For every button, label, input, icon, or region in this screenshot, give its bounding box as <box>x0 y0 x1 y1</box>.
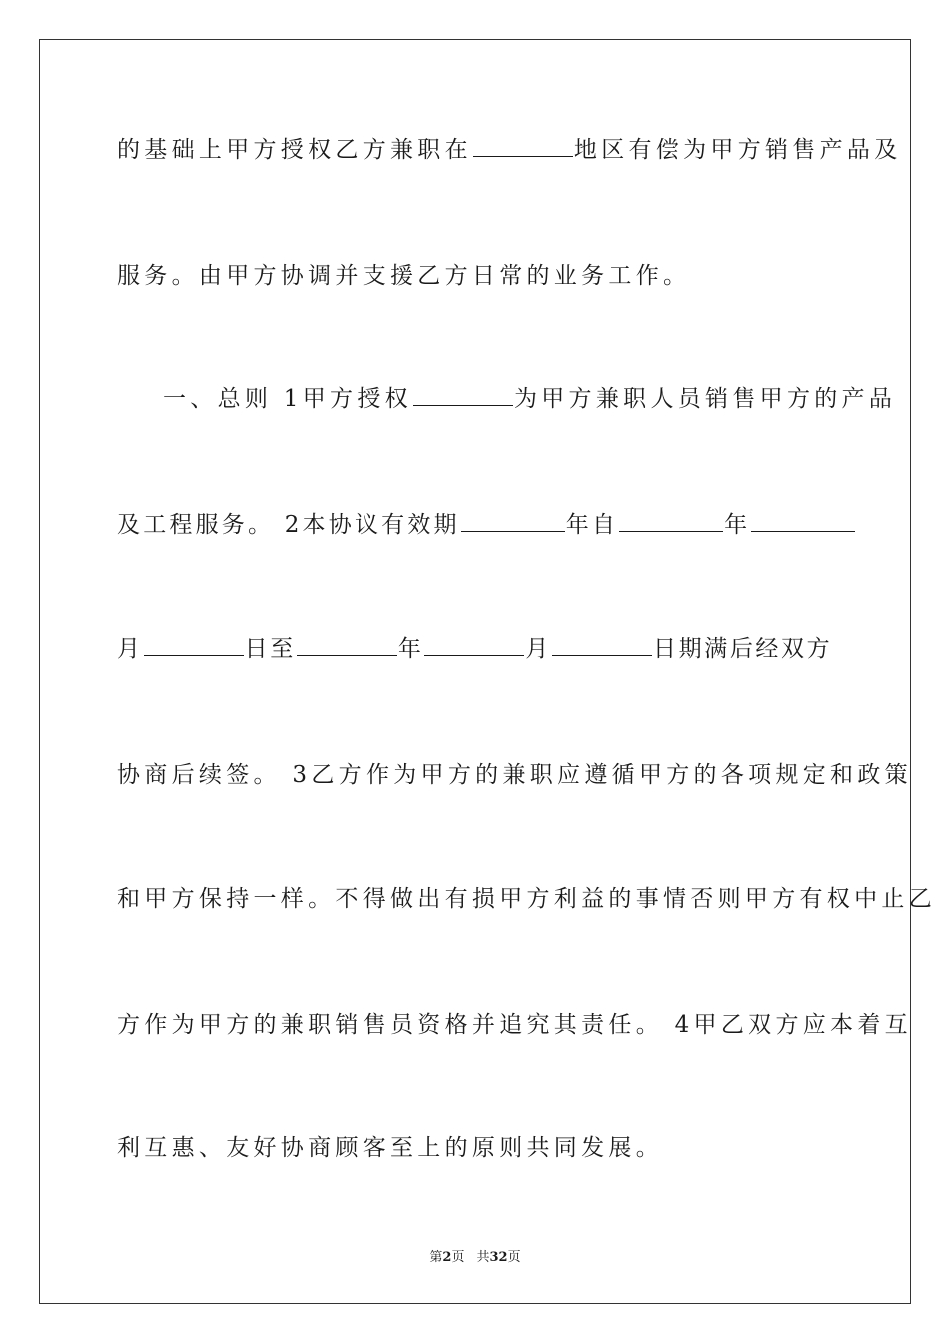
body-line-5 <box>117 633 833 663</box>
fill-blank-end-day <box>552 633 652 656</box>
body-line-3 <box>163 383 897 413</box>
body-line-2 <box>117 261 833 291</box>
line-9-text: 利互惠、友好协商顾客至上的原则共同发展。 <box>117 1135 663 1161</box>
body-line-9 <box>117 1133 833 1163</box>
footer-total-unit: 页 <box>507 1250 521 1265</box>
footer-total-prefix: 共 <box>476 1250 490 1265</box>
fill-blank-authorized-party <box>413 383 513 406</box>
line-6-text: 协商后续签。 3乙方作为甲方的兼职应遵循甲方的各项规定和政策 <box>117 762 912 788</box>
fill-blank-region <box>473 134 573 157</box>
line-7-text: 和甲方保持一样。不得做出有损甲方利益的事情否则甲方有权中止乙 <box>117 886 936 912</box>
fill-blank-end-month <box>424 633 524 656</box>
line-5-text-b: 日至 <box>244 636 296 662</box>
line-4-text-a: 及工程服务。 2本协议有效期 <box>117 512 460 538</box>
line-5-text-e: 日期满后经双方 <box>653 636 833 662</box>
line-5-text-d: 月 <box>525 636 552 662</box>
page-border <box>39 39 911 1304</box>
line-2-text: 服务。由甲方协调并支援乙方日常的业务工作。 <box>117 263 691 289</box>
line-5-text-c: 年 <box>397 636 424 662</box>
line-5-text-a: 月 <box>117 636 143 662</box>
fill-blank-term-years <box>461 509 565 532</box>
line-4-text-b: 年自 <box>565 512 619 538</box>
line-4-text-c: 年 <box>724 512 751 538</box>
body-line-6 <box>117 760 912 790</box>
footer-page-prefix: 第 <box>429 1250 443 1265</box>
line-3-text-b: 为甲方兼职人员销售甲方的产品 <box>513 386 897 412</box>
footer-page-current: 2 <box>442 1250 452 1265</box>
line-1-text-b: 地区有偿为甲方销售产品及 <box>573 137 902 163</box>
line-8-text: 方作为甲方的兼职销售员资格并追究其责任。 4甲乙双方应本着互 <box>117 1012 912 1038</box>
body-line-4 <box>117 509 833 539</box>
body-line-8 <box>117 1010 912 1040</box>
fill-blank-start-year <box>619 509 723 532</box>
fill-blank-start-month <box>751 509 855 532</box>
footer-page-total: 32 <box>489 1250 508 1265</box>
footer-page-unit: 页 <box>451 1250 465 1265</box>
body-line-7 <box>117 884 936 914</box>
line-1-text-a: 的基础上甲方授权乙方兼职在 <box>117 137 472 163</box>
fill-blank-end-year <box>297 633 397 656</box>
fill-blank-start-day <box>144 633 244 656</box>
body-line-1 <box>117 134 902 164</box>
page-footer <box>0 1249 950 1267</box>
line-3-text-a: 一、总则 1甲方授权 <box>163 386 412 412</box>
